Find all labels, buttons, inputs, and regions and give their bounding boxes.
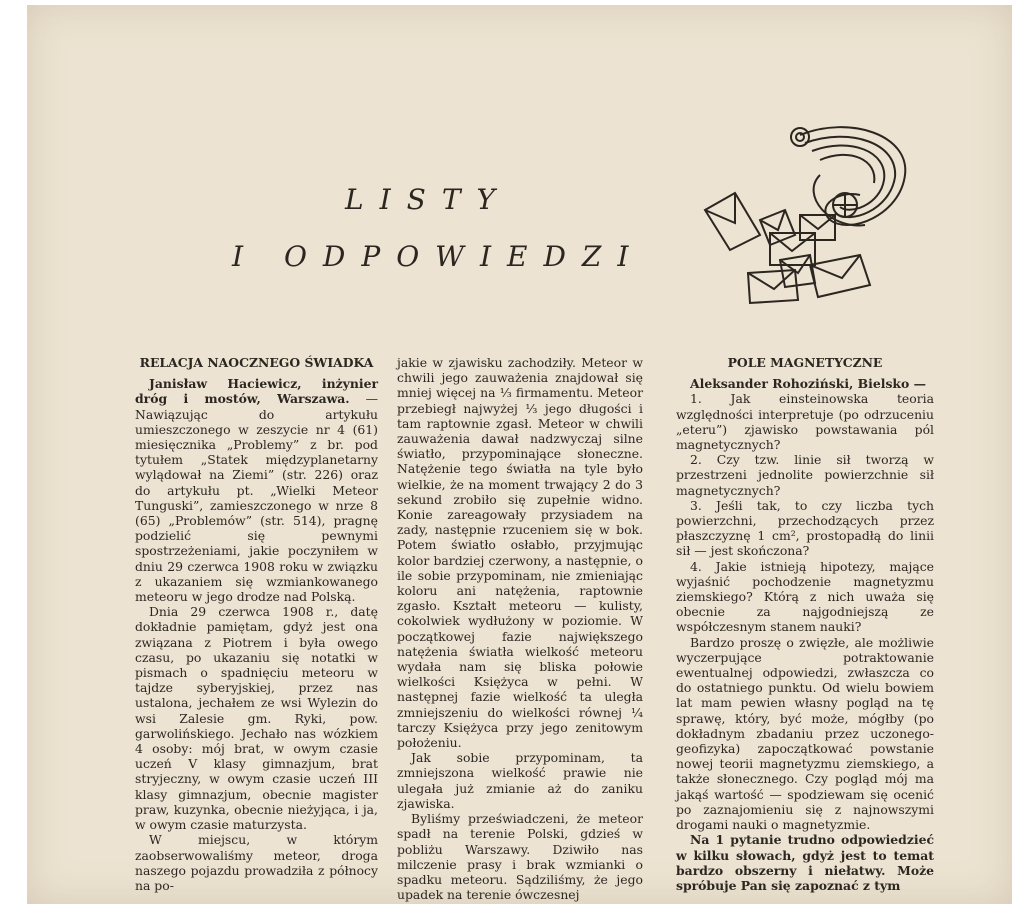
editorial-answer: Na 1 pytanie trudno odpowiedzieć w kilku słowach, gdyż jest to temat bardzo obszerny i niełatwy. Może spróbuje Pan się zapoznać z tym: [676, 832, 934, 893]
question-1: 1. Jak einsteinowska teoria względności interpretuje (po odrzuceniu „eteru”) zjawisko powstawania pól magnetycznych?: [676, 391, 934, 453]
page-title-line2: I ODPOWIEDZI: [232, 240, 645, 273]
question-3: 3. Jeśli tak, to czy liczba tych powierzchni, przechodzących przez płaszczyznę 1 cm², prostopadłą do linii sił — jest skończona?: [676, 497, 934, 559]
article-heading: RELACJA NAOCZNEGO ŚWIADKA: [139, 355, 374, 370]
article-paragraph: W miejscu, w którym zaobserwowaliśmy meteor, droga naszego pojazdu prowadziła z północy na po-: [135, 832, 378, 893]
column-middle: [397, 355, 643, 902]
article-paragraph: Byliśmy przeświadczeni, że meteor spadł na terenie Polski, gdzieś w pobliżu Warszawy. Dziwiło nas milczenie prasy i brak wzmianki o spadku meteoru. Sądziliśmy, że jego upadek na terenie ówczesnej: [397, 811, 643, 903]
article-author: Aleksander Rohoziński, Bielsko —: [690, 376, 926, 392]
column-right: [676, 355, 934, 893]
article-author: Janisław Haciewicz, inżynier dróg i mostów, Warszawa.: [135, 376, 378, 407]
page-title-line1: LISTY: [345, 183, 511, 216]
article-paragraph: jakie w zjawisku zachodziły. Meteor w chwili jego zauważenia znajdował się mniej więcej na ⅓ firmamentu. Meteor przebiegł najwyżej ⅓ jego długości i tam raptownie zgasł. Meteor w chwili zauważenia dawał nadzwyczaj silne światło, przypominające słoneczne. Natężenie tego światła na tyle było wielkie, że na moment trwający 2 do 3 sekund zrobiło się zupełnie widno. Konie zareagowały przysiadem na zady, następnie rzuceniem się w bok. Potem światło osłabło, przyjmując kolor bardziej czerwony, a następnie, o ile sobie przypominam, nie zmieniając koloru ani natężenia, raptownie zgasło. Kształt meteoru — kulisty, cokolwiek wydłużony w poziomie. W początkowej fazie największego natężenia światła wielkość meteoru wydała nam się bliska połowie wielkości Księżyca w pełni. W następnej fazie wielkość ta uległa zmniejszeniu do wielkości równej ¼ tarczy Księżyca przy jego zenitowym położeniu.: [397, 355, 643, 751]
column-left: [135, 355, 378, 893]
question-2: 2. Czy tzw. linie sił tworzą w przestrzeni jednolite powierzchnie sił magnetycznych?: [676, 452, 934, 498]
letters-and-telephone-cord-icon: [700, 115, 915, 310]
article-paragraph: — Nawiązując do artykułu umieszczonego w zeszycie nr 4 (61) miesięcznika „Problemy” z br. pod tytułem „Statek międzyplanetarny wylądował na Ziemi” (str. 226) oraz do artykułu pt. „Wielki Meteor Tunguski”, zamieszczonego w nrze 8 (65) „Problemów” (str. 514), pragnę podzielić się pewnymi spostrzeżeniami, jakie poczyniłem w dniu 29 czerwca 1908 roku w związku z ukazaniem się wzmiankowanego meteoru w jego drodze nad Polską.: [135, 391, 378, 605]
article-heading: POLE MAGNETYCZNE: [727, 355, 883, 370]
article-paragraph: Dnia 29 czerwca 1908 r., datę dokładnie pamiętam, gdyż jest ona związana z Piotrem i była owego czasu, po ukazaniu się notatki w pismach o spadnięciu meteoru w tajdze syberyjskiej, przez nas ustalona, jechałem ze wsi Wylezin do wsi Zalesie gm. Ryki, pow. garwolińskiego. Jechało nas wózkiem 4 osoby: mój brat, w owym czasie uczeń V klasy gimnazjum, brat stryjeczny, w owym czasie uczeń III klasy gimnazjum, obecnie magister praw, kuzynka, obecnie nieżyjąca, i ja, w owym czasie maturzysta.: [135, 604, 378, 833]
article-paragraph: Bardzo proszę o zwięzłe, ale możliwie wyczerpujące potraktowanie ewentualnej odpowiedzi, zwłaszcza co do ostatniego punktu. Od wielu bowiem lat mam pewien własny pogląd na tę sprawę, który, być może, mógłby (po dokładnym zbadaniu przez uczonego-geofizyka) zapoczątkować powstanie nowej teorii magnetyzmu ziemskiego, a także słonecznego. Czy pogląd mój ma jakąś wartość — spodziewam się ocenić po zaznajomieniu się z najnowszymi drogami nauki o magnetyzmie.: [676, 634, 934, 833]
question-4: 4. Jakie istnieją hipotezy, mające wyjaśnić pochodzenie magnetyzmu ziemskiego? Którą z nich uważa się obecnie za najgodniejszą ze współczesnym stanem nauki?: [676, 558, 934, 635]
article-paragraph: Jak sobie przypominam, ta zmniejszona wielkość prawie nie ulegała już zmianie aż do zaniku zjawiska.: [397, 750, 643, 811]
